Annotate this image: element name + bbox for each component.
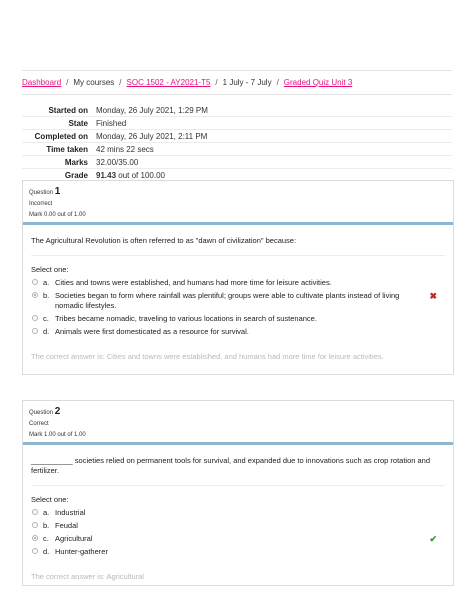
- answer-letter: d.: [43, 547, 50, 556]
- question-label: Question: [29, 190, 54, 196]
- answer-text: Hunter-gatherer: [55, 547, 108, 556]
- select-one-label: Select one:: [31, 265, 69, 274]
- radio-button[interactable]: [32, 328, 38, 334]
- question-card-2: [22, 400, 454, 586]
- radio-button[interactable]: [32, 315, 38, 321]
- answer-letter: b.: [43, 521, 50, 530]
- answer-list: [23, 278, 453, 337]
- attempt-summary-table: [22, 104, 452, 181]
- question-card-1: [22, 180, 454, 375]
- answer-list: [23, 508, 453, 557]
- breadcrumb-separator: /: [215, 78, 218, 87]
- answer-option-c[interactable]: [31, 534, 445, 544]
- answer-letter: c.: [43, 534, 49, 543]
- summary-row-marks: [22, 156, 452, 169]
- breadcrumb: [22, 78, 452, 87]
- summary-row-time-taken: [22, 143, 452, 156]
- radio-button-selected[interactable]: [32, 535, 38, 541]
- radio-button-selected[interactable]: [32, 292, 38, 298]
- summary-value: 32.00/35.00: [96, 156, 452, 169]
- question-number: 1: [54, 186, 61, 197]
- answer-letter: a.: [43, 278, 50, 287]
- breadcrumb-bottom-divider: [22, 94, 452, 95]
- answer-option-d[interactable]: [31, 327, 445, 337]
- question-status: Incorrect: [29, 201, 53, 207]
- breadcrumb-separator: /: [276, 78, 279, 87]
- incorrect-x-icon: ✖: [429, 291, 437, 301]
- summary-row-started: [22, 104, 452, 117]
- answer-text: Animals were first domesticated as a resource for survival.: [55, 327, 249, 336]
- answer-letter: a.: [43, 508, 50, 517]
- summary-label: Marks: [22, 156, 96, 169]
- summary-row-state: [22, 117, 452, 130]
- correct-check-icon: ✔: [429, 534, 437, 544]
- breadcrumb-top-divider: [22, 70, 452, 71]
- answer-text: Cities and towns were established, and humans had more time for leisure activities.: [55, 278, 332, 287]
- answer-text: Feudal: [55, 521, 78, 530]
- answer-option-b[interactable]: [31, 521, 445, 531]
- answer-option-d[interactable]: [31, 547, 445, 557]
- breadcrumb-course-link[interactable]: SOC 1502 - AY2021-T5: [126, 78, 211, 87]
- summary-value: Finished: [96, 117, 452, 130]
- correct-answer-feedback: The correct answer is: Agricultural: [31, 572, 144, 581]
- breadcrumb-week: 1 July - 7 July: [222, 78, 272, 87]
- summary-label: State: [22, 117, 96, 130]
- summary-value: Monday, 26 July 2021, 1:29 PM: [96, 105, 208, 115]
- summary-value: 42 mins 22 secs: [96, 143, 452, 156]
- radio-button[interactable]: [32, 522, 38, 528]
- summary-label: Time taken: [22, 143, 96, 156]
- question-number: 2: [54, 406, 61, 417]
- answer-option-b[interactable]: [31, 291, 445, 311]
- answer-option-a[interactable]: [31, 278, 445, 288]
- summary-label: Completed on: [22, 130, 96, 143]
- question-mark: Mark 1.00 out of 1.00: [29, 432, 86, 438]
- question-status: Correct: [29, 421, 49, 427]
- question-label: Question: [29, 410, 54, 416]
- answer-text: Societies began to form where rainfall was plentiful; groups were able to cultivate plants instead of living nomadic lifestyles.: [55, 291, 400, 310]
- answer-letter: d.: [43, 327, 50, 336]
- answer-option-c[interactable]: [31, 314, 445, 324]
- answer-letter: b.: [43, 291, 50, 300]
- summary-value: Monday, 26 July 2021, 2:11 PM: [96, 130, 452, 143]
- question-info: [23, 401, 453, 439]
- summary-label: Started on: [48, 105, 88, 115]
- correct-answer-feedback: The correct answer is: Cities and towns were established, and humans had more time for leisure activities.: [31, 352, 384, 361]
- answer-text: Agricultural: [55, 534, 93, 543]
- radio-button[interactable]: [32, 548, 38, 554]
- grade-value: 91.43: [96, 170, 117, 180]
- answer-text: Tribes became nomadic, traveling to various locations in search of sustenance.: [55, 314, 317, 323]
- breadcrumb-separator: /: [119, 78, 122, 87]
- question-text: The Agricultural Revolution is often referred to as "dawn of civilization" because:: [31, 236, 297, 245]
- breadcrumb-my-courses: My courses: [73, 78, 115, 87]
- breadcrumb-separator: /: [66, 78, 69, 87]
- answer-text: Industrial: [55, 508, 86, 517]
- question-text: __________ societies relied on permanent tools for survival, and expanded due to innovations such as crop rotation and fertilizer.: [31, 456, 431, 475]
- breadcrumb-quiz-link[interactable]: Graded Quiz Unit 3: [283, 78, 353, 87]
- grade-out-of: out of 100.00: [116, 170, 165, 180]
- answer-option-a[interactable]: [31, 508, 445, 518]
- question-mark: Mark 0.00 out of 1.00: [29, 212, 86, 218]
- summary-row-completed: [22, 130, 452, 143]
- select-one-label: Select one:: [31, 495, 69, 504]
- question-info: [23, 181, 453, 219]
- radio-button[interactable]: [32, 509, 38, 515]
- answer-letter: c.: [43, 314, 49, 323]
- radio-button[interactable]: [32, 279, 38, 285]
- summary-label: Grade: [22, 169, 96, 182]
- breadcrumb-dashboard-link[interactable]: Dashboard: [22, 78, 62, 87]
